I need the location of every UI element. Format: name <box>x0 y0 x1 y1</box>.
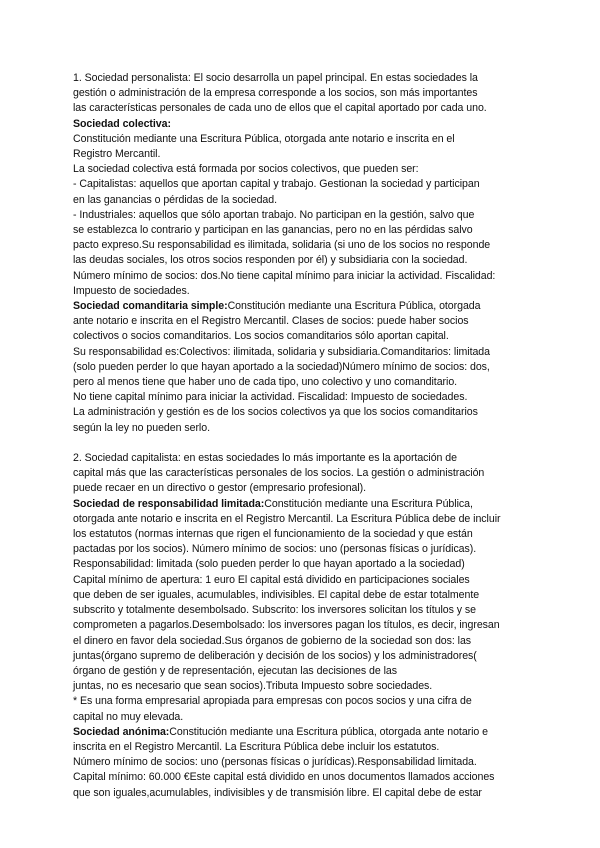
text-line: que deben de ser iguales, acumulables, indivisibles. El capital debe de estar totalmente <box>73 588 480 601</box>
text-line: gestión o administración de la empresa corresponde a los socios, son más importantes <box>73 87 478 100</box>
text-line: La sociedad colectiva está formada por socios colectivos, que pueden ser: <box>73 163 419 176</box>
text-line: La administración y gestión es de los socios colectivos ya que los socios comanditarios <box>73 406 478 419</box>
text-line: subscrito y totalmente desembolsado. Subscrito: los inversores solicitan los títulos y se <box>73 604 477 617</box>
text-line: 1. Sociedad personalista: El socio desarrolla un papel principal. En estas sociedades la <box>73 72 478 84</box>
text-line: Registro Mercantil. <box>73 148 161 161</box>
text-line: pero al menos tiene que haber uno de cada tipo, uno colectivo y uno comanditario. <box>73 376 458 389</box>
text-line: Capital mínimo de apertura: 1 euro El capital está dividido en participaciones sociales <box>73 573 470 586</box>
text-line: capital más que las características personales de los socios. La gestión o administración <box>73 467 485 480</box>
text-run: Constitución mediante una Escritura pública, otorgada ante notario e <box>169 725 489 738</box>
text-line <box>73 497 560 512</box>
text-line: pacto expreso.Su responsabilidad es ilimitada, solidaria (si uno de los socios no responde <box>73 239 491 252</box>
colectiva-heading: Sociedad colectiva: <box>73 117 171 130</box>
text-line: juntas(órgano supremo de deliberación y decisión de los socios) y los administradores( <box>73 649 477 662</box>
text-line: capital no muy elevada. <box>73 710 184 723</box>
text-line <box>73 725 560 740</box>
text-line: ante notario e inscrita en el Registro Mercantil. Clases de socios: puede haber socios <box>73 315 469 328</box>
text-line: (solo pueden perder lo que hayan aportado a la sociedad)Número mínimo de socios: dos, <box>73 360 490 373</box>
text-line: Su responsabilidad es:Colectivos: ilimitada, solidaria y subsidiaria.Comanditarios: limitada <box>73 345 490 358</box>
comanditaria-heading: Sociedad comanditaria simple: <box>73 300 228 313</box>
text-line: según la ley no pueden serlo. <box>73 421 210 434</box>
srl-heading: Sociedad de responsabilidad limitada: <box>73 497 265 510</box>
text-line: Capital mínimo: 60.000 €Este capital está dividido en unos documentos llamados acciones <box>73 771 495 784</box>
text-line: las características personales de cada uno de ellos que el capital aportado por cada uno. <box>73 102 487 115</box>
text-line: se establezca lo contrario y participan en las ganancias, pero no en las pérdidas salvo <box>73 224 473 237</box>
text-line: * Es una forma empresarial apropiada para empresas con pocos socios y una cifra de <box>73 695 472 708</box>
text-line: Número mínimo de socios: dos.No tiene capital mínimo para iniciar la actividad. Fiscalidad: <box>73 269 496 282</box>
text-run: Constitución mediante una Escritura Pública, <box>264 497 473 510</box>
text-line: los estatutos (normas internas que rigen el funcionamiento de la sociedad y que están <box>73 528 473 541</box>
text-line: Responsabilidad: limitada (solo pueden perder lo que hayan aportado a la sociedad) <box>73 558 465 571</box>
text-line: colectivos o socios comanditarios. Los socios comanditarios sólo aportan capital. <box>73 330 449 343</box>
text-line: en las ganancias o pérdidas de la sociedad. <box>73 193 277 206</box>
text-line: No tiene capital mínimo para iniciar la actividad. Fiscalidad: Impuesto de sociedades. <box>73 391 468 404</box>
section-heading <box>73 117 560 132</box>
sa-heading: Sociedad anónima: <box>73 725 170 738</box>
text-line: - Industriales: aquellos que sólo aportan trabajo. No participan en la gestión, salvo que <box>73 208 475 221</box>
text-line: inscrita en el Registro Mercantil. La Escritura Pública debe incluir los estatutos. <box>73 740 440 753</box>
text-line: que son iguales,acumulables, indivisibles y de transmisión libre. El capital debe de estar <box>73 786 482 799</box>
text-line: Número mínimo de socios: uno (personas físicas o jurídicas).Responsabilidad limitada. <box>73 756 477 769</box>
text-line: pactadas por los socios). Número mínimo de socios: uno (personas físicas o jurídicas). <box>73 543 477 556</box>
text-line: órgano de gestión y de representación, ejecutan las decisiones de las <box>73 664 397 677</box>
text-line: Constitución mediante una Escritura Pública, otorgada ante notario e inscrita en el <box>73 132 455 145</box>
text-line: otorgada ante notario e inscrita en el Registro Mercantil. La Escritura Pública debe de incluir <box>73 512 501 525</box>
text-line: comprometen a pagarlos.Desembolsado: los inversores pagan los títulos, es decir, ingresan <box>73 619 500 632</box>
text-line: puede recaer en un directivo o gestor (empresario profesional). <box>73 482 367 495</box>
text-run: Constitución mediante una Escritura Pública, otorgada <box>227 300 481 313</box>
text-line: - Capitalistas: aquellos que aportan capital y trabajo. Gestionan la sociedad y participan <box>73 178 480 191</box>
paragraph-gap <box>73 436 560 451</box>
text-line <box>73 299 560 314</box>
text-line: 2. Sociedad capitalista: en estas sociedades lo más importante es la aportación de <box>73 452 457 465</box>
text-line: juntas, no es necesario que sean socios).Tributa Impuesto sobre sociedades. <box>73 680 433 693</box>
text-line: el dinero en favor dela sociedad.Sus órganos de gobierno de la sociedad son dos: las <box>73 634 472 647</box>
text-line: Impuesto de sociedades. <box>73 284 190 297</box>
text-line: las deudas sociales, los otros socios responden por él) y subsidiaria con la sociedad. <box>73 254 468 267</box>
